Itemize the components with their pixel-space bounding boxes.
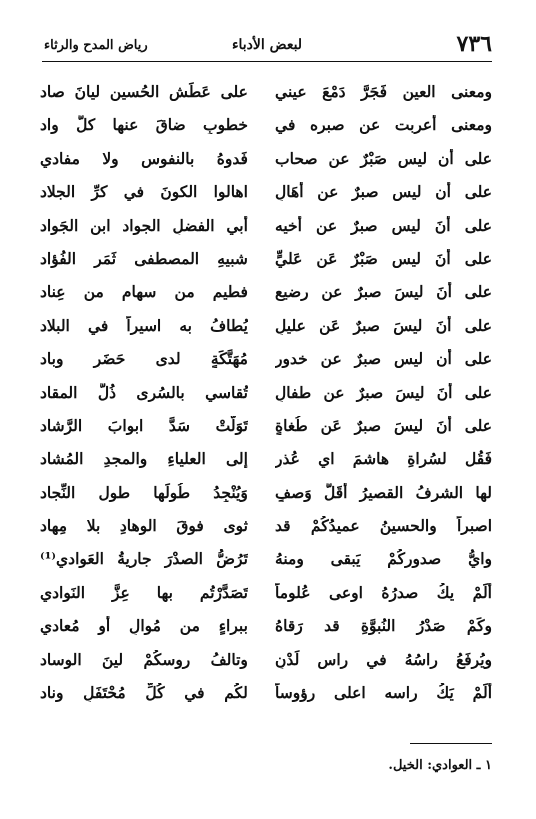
verse-line [40,245,492,278]
verse-line [40,345,492,378]
verse-line [40,145,492,178]
verse-first-hemistich: وكَمْ صَدْرُ النُبوَّةِ قد رَقاهُ [275,616,492,636]
verse-line [40,646,492,679]
verse-second-hemistich: خطوبٍ ضاقَ عنها كلُّ واد [40,115,248,135]
verse-first-hemistich: وايُّ صدورِكُمْ يَبقى ومنهُ [275,549,492,569]
verse-second-hemistich: فَدوهُ بالنفوس ولا مفادي [40,148,248,168]
verse-first-hemistich: ويُرفَعُ راسُهُ في راسِ لَدْنٍ [275,649,492,669]
verse-first-hemistich: على أنَ ليس صبرٌ عن أخيه [275,215,492,235]
verse-line [40,612,492,645]
verse-second-hemistich: يُطافُ به اسيراً في البلاد [40,315,248,335]
verse-second-hemistich: ثوى فوقَ الوِهادِ بلا مِهاد [40,516,248,536]
verse-line [40,78,492,111]
verse-line [40,178,492,211]
verse-first-hemistich: ألَمْ يكُ صدرُهُ اوعى عُلوماً [275,582,492,602]
verse-line [40,278,492,311]
verse-second-hemistich: تَوَلَّتْ سَدَّ ابوابَ الرَّشاد [40,415,248,435]
verse-line [40,445,492,478]
header-rule [42,61,492,62]
book-title: رياض المدح والرثاء [44,38,148,53]
verse-first-hemistich: ألَمْ يَكُ راسه اعلى رؤوساً [275,683,492,703]
verse-second-hemistich: على عَطَشِ الحُسينِ ليانَ صاد [40,82,248,101]
footnote-rule [410,743,492,744]
verse-first-hemistich: اصبراً والحسينُ عميدُكُمْ قد [275,516,492,536]
verse-first-hemistich: على أن ليس صَبْرٌ عن صحاب [275,148,492,168]
verse-first-hemistich: على أنَ ليسَ صبرٌ عن طفالٍ [275,382,492,402]
verse-line [40,111,492,144]
verse-line [40,412,492,445]
verse-line [40,479,492,512]
verse-second-hemistich: تُقاسي بالسُرى ذُلَّ المقاد [40,382,248,402]
verse-line [40,312,492,345]
page-header [42,30,492,58]
verse-first-hemistich: على أن ليس صبرٌ عن أهَالٍ [275,182,492,202]
verse-first-hemistich: على أنَ ليس صَبْرٌ عَن عَليٍّ [275,248,492,268]
verse-second-hemistich: تَصَدَّرْتُم بها عِزَّ النَوادي [40,582,248,602]
verse-second-hemistich: مُهَتَّكَةٍ لدى حَضَرٍ وباد [40,349,248,369]
verse-second-hemistich: اهالوا الكونَ في كرِّ الجلاد [40,182,248,202]
verse-second-hemistich: تَرُضُّ الصدْرَ جاريةُ العَوادي⁽¹⁾ [40,549,248,569]
verse-line [40,512,492,545]
verse-first-hemistich: ومعنى العين فَجَرَّ دَمْعَ عيني [275,82,492,101]
verse-second-hemistich: إلى العلياءِ والمجدِ المُشاد [40,449,248,469]
verse-second-hemistich: ببراءٍ من مُوالٍ أو مُعادي [40,616,248,636]
verse-first-hemistich: لها الشرفُ القصيرُ أقَلُّ وَصفٍ [275,482,492,502]
page-number: ٧٣٦ [456,31,492,57]
verse-line [40,545,492,578]
verse-first-hemistich: ومعنى أعربت عن صبره في [275,115,492,135]
verse-second-hemistich: شبيهِ المصطفى ثَمَرِ الفُؤاد [40,248,248,268]
verse-second-hemistich: فطيمٍ من سهامٍ من عِناد [40,282,248,302]
verse-line [40,579,492,612]
poem-verses [40,78,492,712]
verse-line [40,212,492,245]
footnote: ١ ـ العوادي: الخيل. [388,758,492,773]
verse-second-hemistich: وَيُنْجِدُ طُولَها طول النِّجاد [40,482,248,502]
verse-line [40,679,492,712]
verse-second-hemistich: وتالفُ روسكُمْ لينَ الوِساد [40,649,248,669]
verse-first-hemistich: فَقُل لسُراةِ هاشمَ اي عُذرٍ [275,449,492,469]
verse-first-hemistich: على أنَ ليسَ صبرٌ عَن عليلٍ [275,315,492,335]
verse-first-hemistich: على أنَ ليسَ صبرٌ عَن طُغاةٍ [275,415,492,435]
section-title: لبعض الأدباء [231,37,303,53]
verse-line [40,379,492,412]
verse-first-hemistich: على أنَ ليسَ صبرٌ عن رضيعٍ [275,282,492,302]
verse-second-hemistich: لكُم في كُلِّ مُحْتَفَلٍ وناد [40,683,248,703]
verse-first-hemistich: على أن ليس صبرٌ عن خدور [275,349,492,369]
verse-second-hemistich: أبي الفضلِ الجواد ابنِ الجَواد [40,215,248,235]
